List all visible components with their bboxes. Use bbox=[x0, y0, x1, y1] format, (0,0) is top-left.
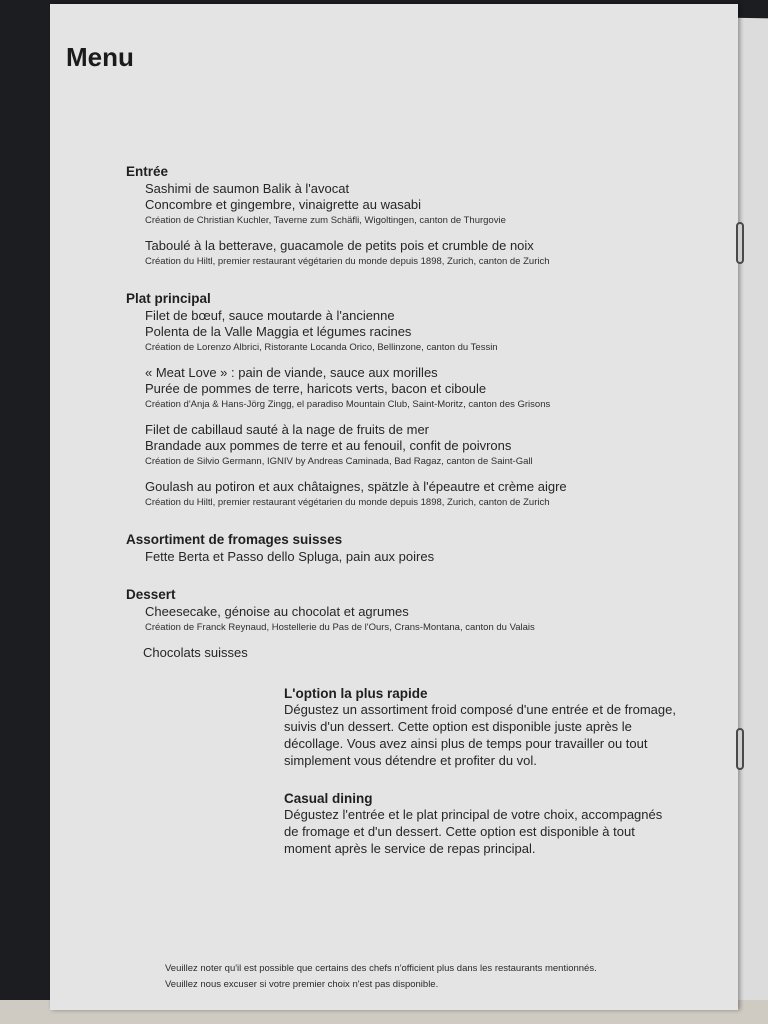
section-title: Entrée bbox=[126, 164, 169, 179]
option-line: de fromage et d'un dessert. Cette option est disponible à tout bbox=[284, 824, 635, 839]
dish-item bbox=[145, 604, 686, 635]
dish-item bbox=[145, 238, 686, 269]
dish-line: Taboulé à la betterave, guacamole de petits pois et crumble de noix bbox=[145, 238, 534, 253]
dish-credit: Création du Hiltl, premier restaurant végétarien du monde depuis 1898, Zurich, canton de Zurich bbox=[145, 497, 550, 508]
dish-line: Cheesecake, génoise au chocolat et agrumes bbox=[145, 604, 409, 619]
dish-line: Concombre et gingembre, vinaigrette au wasabi bbox=[145, 197, 422, 212]
dish-line: « Meat Love » : pain de viande, sauce aux morilles bbox=[145, 365, 438, 380]
section-entree bbox=[126, 164, 686, 269]
dish-item bbox=[145, 308, 686, 355]
option-line: Dégustez l'entrée et le plat principal de votre choix, accompagnés bbox=[284, 807, 663, 822]
binding-ring bbox=[736, 222, 744, 264]
dish-line: Chocolats suisses bbox=[143, 645, 248, 660]
section-main-course bbox=[126, 291, 686, 510]
option-title: L'option la plus rapide bbox=[284, 686, 428, 701]
option-title: Casual dining bbox=[284, 791, 373, 806]
dish-line: Brandade aux pommes de terre et au fenouil, confit de poivrons bbox=[145, 438, 512, 453]
binding-ring bbox=[736, 728, 744, 770]
footer-line: Veuillez noter qu'il est possible que certains des chefs n'officient plus dans les restaurants mentionnés. bbox=[165, 963, 597, 974]
dish-line: Goulash au potiron et aux châtaignes, spätzle à l'épeautre et crème aigre bbox=[145, 479, 567, 494]
option-line: moment après le service de repas principal. bbox=[284, 841, 536, 856]
dish-credit: Création de Lorenzo Albrici, Ristorante Locanda Orico, Bellinzone, canton du Tessin bbox=[145, 342, 498, 353]
option-line: décollage. Vous avez ainsi plus de temps pour travailler ou tout bbox=[284, 736, 648, 751]
dish-credit: Création de Franck Reynaud, Hostellerie du Pas de l'Ours, Crans-Montana, canton du Valais bbox=[145, 622, 535, 633]
dish-item bbox=[145, 365, 686, 412]
dish-credit: Création de Silvio Germann, IGNIV by Andreas Caminada, Bad Ragaz, canton de Saint-Gall bbox=[145, 456, 533, 467]
dish-line: Polenta de la Valle Maggia et légumes racines bbox=[145, 324, 412, 339]
section-dessert bbox=[126, 587, 686, 661]
option-line: Dégustez un assortiment froid composé d'une entrée et de fromage, bbox=[284, 702, 676, 717]
dish-item bbox=[145, 181, 686, 228]
section-title: Assortiment de fromages suisses bbox=[126, 532, 343, 547]
option-line: suivis d'un dessert. Cette option est disponible juste après le bbox=[284, 719, 632, 734]
option-casual-dining bbox=[284, 791, 704, 857]
section-cheese bbox=[126, 532, 686, 565]
dish-credit: Création du Hiltl, premier restaurant végétarien du monde depuis 1898, Zurich, canton de Zurich bbox=[145, 256, 550, 267]
menu-list bbox=[126, 164, 686, 683]
section-title: Plat principal bbox=[126, 291, 211, 306]
footer-note bbox=[165, 961, 685, 993]
option-fast bbox=[284, 686, 704, 769]
option-line: simplement vous détendre et profiter du vol. bbox=[284, 753, 537, 768]
dish-credit: Création d'Anja & Hans-Jörg Zingg, el paradiso Mountain Club, Saint-Moritz, canton des Grisons bbox=[145, 399, 551, 410]
dish-item bbox=[145, 549, 686, 565]
dish-item bbox=[145, 479, 686, 510]
dish-line: Filet de cabillaud sauté à la nage de fruits de mer bbox=[145, 422, 430, 437]
footer-line: Veuillez nous excuser si votre premier choix n'est pas disponible. bbox=[165, 979, 439, 990]
dish-item bbox=[143, 645, 686, 661]
dish-item bbox=[145, 422, 686, 469]
dish-line: Filet de bœuf, sauce moutarde à l'ancienne bbox=[145, 308, 395, 323]
dish-line: Sashimi de saumon Balik à l'avocat bbox=[145, 181, 350, 196]
dish-line: Fette Berta et Passo dello Spluga, pain aux poires bbox=[145, 549, 435, 564]
dish-line: Purée de pommes de terre, haricots verts, bacon et ciboule bbox=[145, 381, 487, 396]
dish-credit: Création de Christian Kuchler, Taverne zum Schäfli, Wigoltingen, canton de Thurgovie bbox=[145, 215, 506, 226]
page-title: Menu bbox=[66, 42, 134, 72]
section-title: Dessert bbox=[126, 587, 176, 602]
service-options bbox=[284, 686, 704, 879]
